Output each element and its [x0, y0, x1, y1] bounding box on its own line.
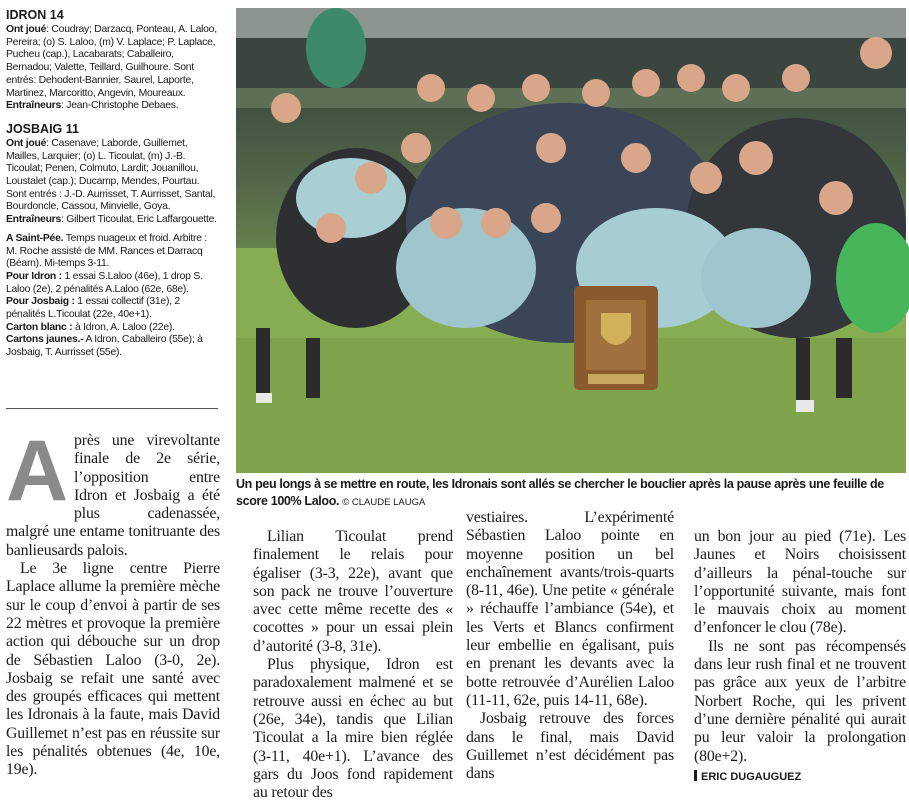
match-venue: A Saint-Pée. Temps nuageux et froid. Arbitre : M. Roche assisté de MM. Rances et Darracq (Béarn). Mi-temps 3-11. — [6, 232, 208, 270]
photo-credit: © CLAUDE LAUGA — [342, 496, 426, 508]
idron-coaches: Entraîneurs: Jean-Christophe Debaes. — [6, 100, 179, 112]
article-column-2 — [253, 528, 453, 802]
idron-scorers: Pour Idron : 1 essai S.Laloo (46e), 1 drop S. Laloo (2e), 2 pénalités A.Laloo (62e, 68e). — [6, 270, 203, 295]
team-josbaig-title: JOSBAIG 11 — [6, 121, 79, 136]
article-column-1 — [6, 423, 220, 780]
byline-bar — [694, 770, 697, 781]
idron-lineup: Ont joué: Coudray; Darzacq, Ponteau, A. Laloo, Pereira; (o) S. Laloo, (m) V. Laplace; P. Laplace, Pucheu (cap.), Lacabarats; Caballeiro, Bernadou; Valette, Teillard, Guilhoure. Sont entrés: Dehodent-Bannier, Saurel, Laporte, Martinez, Marcoritto, Angevin, Moureaux. — [6, 24, 217, 99]
article-column-3 — [466, 509, 674, 783]
article-paragraph: Josbaig retrouve des forces dans le final, mais David Guillemet n’est décidément pas dans — [466, 710, 674, 783]
article-paragraph: vestiaires. L’expérimenté Sébastien Laloo pointe en moyenne position un bel enchaînement avants/trois-quarts (8-11, 46e). Une petite « générale » réchauffe l’ambiance (54e), et les Verts et Blancs confirment leur embellie en égalisant, puis en prenant les devants avec la botte retrouvée d’Aurélien Laloo (11-11, 62e, puis 14-11, 68e). — [466, 509, 674, 709]
josbaig-lineup: Ont joué: Casenave; Laborde, Guillemet, Mailles, Larquier; (o) L. Ticoulat, (m) J.-B. Ticoulat; Penen, Colmuto, Lardit; Jouanillou, Loustalet (cap.); Ducamp, Mendes, Pourtau. Sont entrés : J.-D. Aurrisset, T. Aurrisset, Santal, Bourdoncle, Cassou, Minvielle, Goya. — [6, 137, 216, 213]
article-paragraph: Lilian Ticoulat prend finalement le relais pour égaliser (3-3, 22e), avant que son pack ne trouve l’ouverture avec cette même recette des « cocottes » pour un essai plein d’autorité (3-8, 31e). — [253, 528, 453, 655]
article-paragraph: Le 3e ligne centre Pierre Laplace allume la première mèche sur le coup d’envoi à partir de ses 22 mètres et provoque la première action qui débouche sur un drop de Sébastien Laloo (3-0, 2e). Josbaig se refait une santé avec des groupés efficaces qui mettent les Idronais à la faute, mais David Guillemet n’est pas en réussite sur les pénalités obtenues (4e, 10e, 19e). — [6, 560, 220, 779]
team-photo — [236, 8, 906, 473]
sidebar-divider — [6, 408, 218, 409]
white-card: Carton blanc : à Idron, A. Laloo (22e). — [6, 321, 175, 333]
article-column-4 — [694, 528, 906, 786]
match-sheet — [6, 8, 219, 410]
dropcap: A — [6, 423, 68, 519]
byline: ERIC DUGAUGUEZ — [694, 768, 906, 786]
team-idron-title: IDRON 14 — [6, 8, 64, 22]
yellow-cards: Cartons jaunes.- A Idron, Caballeiro (55e); à Josbaig, T. Aurrisset (55e). — [6, 334, 203, 359]
josbaig-scorers: Pour Josbaig : 1 essai collectif (31e), 2 pénalités L.Ticoulat (22e, 40e+1). — [6, 296, 180, 321]
josbaig-coaches: Entraîneurs: Gilbert Ticoulat, Eric Laffargouette. — [6, 214, 217, 226]
photo-caption: Un peu longs à se mettre en route, les Idronais sont allés se chercher le bouclier après la pause après une feuille de score 100% Laloo. © CLAUDE LAUGA — [236, 477, 884, 508]
article-paragraph: un bon jour au pied (71e). Les Jaunes et Noirs choisissent d’ailleurs la pénal-touche sur l’opportunité suivante, mais font le mauvais choix au moment d’enfoncer le clou (78e). — [694, 528, 906, 637]
article-paragraph: Plus physique, Idron est paradoxalement malmené et se retrouve aussi en échec au but (26e, 34e), tandis que Lilian Ticoulat a la mire bien réglée (3-11, 40e+1). L’avance des gars du Joos fond rapidement au retour des — [253, 656, 453, 802]
article-paragraph: Ils ne sont pas récompensés dans leur rush final et ne trouvent pas grâce aux yeux de l’arbitre Norbert Roche, qui les privent d’une dernière pénalité qui aurait pu leur valoir la prolongation (80e+2). — [694, 637, 906, 765]
article-lead-paragraph: Après une virevoltante finale de 2e série, l’opposition entre Idron et Josbaig a été plus cadenassée, malgré une entame tonitruante des banlieusards palois. — [6, 423, 220, 559]
